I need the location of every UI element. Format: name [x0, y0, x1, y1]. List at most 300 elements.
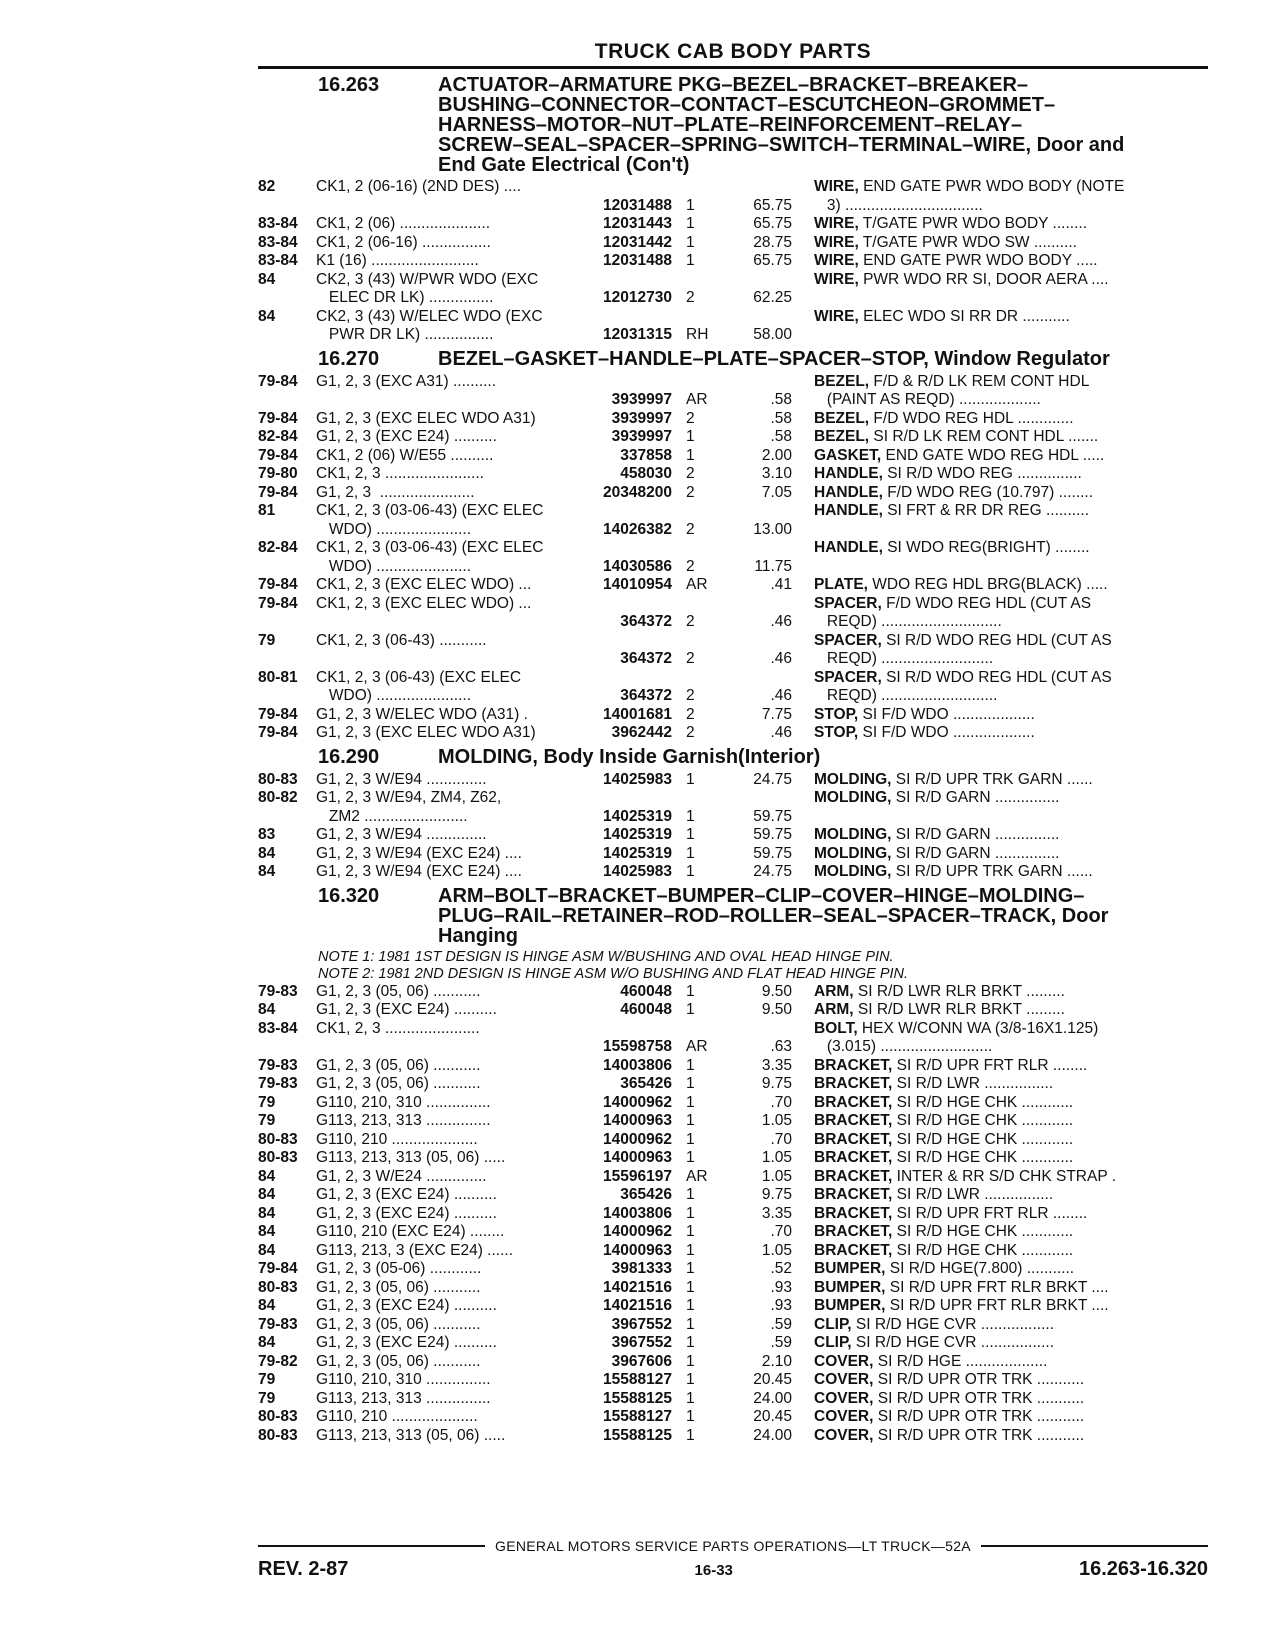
price: .93	[770, 1297, 792, 1314]
model-years: 79-84	[258, 446, 298, 464]
part-number: 14025983	[603, 770, 672, 788]
item-detail: SI F/D WDO ...................	[858, 724, 1035, 741]
parts-row	[258, 465, 1208, 484]
application: G1, 2, 3 W/ELEC WDO (A31) .	[316, 705, 528, 723]
description	[792, 428, 1174, 447]
application: G110, 210, 310 ...............	[316, 1371, 491, 1388]
price: 24.00	[753, 1389, 792, 1407]
quantity: 2	[686, 687, 695, 704]
parts-row	[258, 1001, 1208, 1020]
description	[792, 771, 1174, 790]
price: .93	[770, 1278, 792, 1296]
model-years: 84	[258, 1167, 276, 1185]
item-name: BRACKET,	[814, 1223, 893, 1240]
application: G1, 2, 3 W/E94 (EXC E24) ....	[316, 863, 522, 880]
application: ZM2 ........................	[316, 807, 468, 825]
application	[316, 1038, 574, 1057]
application: G113, 213, 313 (05, 06) .....	[316, 1149, 506, 1166]
quantity: 1	[686, 807, 695, 825]
section-number: 16.270	[318, 347, 380, 370]
parts-row	[258, 650, 1208, 669]
item-name: BEZEL,	[814, 409, 870, 427]
application: G113, 213, 313 ...............	[316, 1389, 491, 1407]
item-name: BOLT,	[814, 1019, 858, 1037]
item-detail: SI R/D WDO REG HDL (CUT AS	[881, 668, 1112, 686]
parts-row	[258, 234, 1208, 253]
description	[792, 1297, 1174, 1316]
quantity: 1	[686, 1297, 695, 1314]
item-name: BRACKET,	[814, 1093, 893, 1111]
price: 2.00	[761, 446, 792, 464]
model-years	[258, 1038, 316, 1057]
description	[792, 308, 1174, 327]
price: 3.35	[761, 1204, 792, 1222]
item-detail: SI R/D LWR RLR BRKT .........	[853, 1001, 1065, 1018]
section-title-line: BUSHING–CONNECTOR–CONTACT–ESCUTCHEON–GROMMET–	[438, 94, 1056, 116]
item-detail: SI R/D UPR TRK GARN ......	[891, 770, 1093, 788]
item-detail: SI R/D UPR OTR TRK ...........	[873, 1426, 1085, 1444]
parts-row	[258, 1186, 1208, 1205]
item-detail: SI R/D UPR TRK GARN ......	[891, 863, 1093, 880]
application: G1, 2, 3 (EXC E24) ..........	[316, 1186, 497, 1203]
price: 65.75	[753, 215, 792, 232]
part-number	[574, 502, 672, 521]
item-detail: SI R/D GARN ...............	[891, 844, 1060, 862]
part-number: 15588125	[603, 1426, 672, 1444]
part-number: 364372	[620, 613, 672, 630]
description	[792, 613, 1174, 632]
price	[720, 373, 792, 392]
parts-section	[258, 349, 1208, 743]
parts-row	[258, 558, 1208, 577]
page-footer	[258, 1538, 1208, 1581]
model-years	[258, 326, 316, 345]
model-years: 80-83	[258, 1408, 298, 1425]
item-name: BRACKET,	[814, 1167, 893, 1185]
item-detail: SI WDO REG(BRIGHT) ........	[882, 539, 1090, 556]
model-years: 80-82	[258, 789, 298, 806]
item-detail: SI FRT & RR DR REG ..........	[882, 502, 1090, 519]
application: G113, 213, 313 (05, 06) .....	[316, 1426, 506, 1444]
item-detail: SI R/D LWR ................	[892, 1186, 1054, 1203]
item-name: BRACKET,	[814, 1186, 893, 1203]
quantity: 1	[686, 844, 695, 862]
application: CK1, 2, 3 (06-43) ...........	[316, 631, 487, 649]
parts-row	[258, 1112, 1208, 1131]
model-years	[258, 289, 316, 308]
application: G1, 2, 3 (05, 06) ...........	[316, 1056, 481, 1074]
model-years: 80-83	[258, 1426, 298, 1444]
quantity: 1	[686, 1426, 695, 1444]
application: CK1, 2 (06-16) (2ND DES) ....	[316, 178, 522, 195]
application: G1, 2, 3 (05, 06) ...........	[316, 1278, 481, 1296]
section-header	[258, 75, 1208, 175]
application: CK1, 2, 3 .......................	[316, 465, 484, 482]
price	[720, 632, 792, 651]
application: G1, 2, 3 W/E94 ..............	[316, 826, 487, 843]
parts-row	[258, 706, 1208, 725]
section-title	[438, 349, 1208, 369]
application	[316, 613, 574, 632]
description	[792, 1057, 1174, 1076]
model-years: 83-84	[258, 233, 298, 251]
price: 59.75	[753, 844, 792, 862]
item-detail: SI R/D HGE CHK ............	[892, 1241, 1074, 1259]
parts-section	[258, 75, 1208, 345]
item-name: SPACER,	[814, 668, 882, 686]
item-name: COVER,	[814, 1426, 874, 1444]
quantity	[672, 539, 720, 558]
application: G1, 2, 3 (EXC A31) ..........	[316, 372, 497, 390]
price: 62.25	[753, 289, 792, 306]
application: G113, 213, 3 (EXC E24) ......	[316, 1241, 514, 1259]
description	[792, 1038, 1174, 1057]
price: 1.05	[761, 1167, 792, 1185]
parts-row	[258, 1038, 1208, 1057]
parts-row	[258, 1057, 1208, 1076]
parts-row	[258, 1205, 1208, 1224]
model-years: 79-83	[258, 1315, 298, 1333]
quantity: 1	[686, 1315, 695, 1333]
parts-row	[258, 502, 1208, 521]
part-number: 20348200	[603, 483, 672, 501]
application: WDO) ......................	[316, 520, 472, 538]
quantity: AR	[686, 1038, 708, 1055]
price: 24.00	[753, 1426, 792, 1444]
part-number: 365426	[620, 1186, 672, 1203]
model-years: 79-84	[258, 1260, 298, 1277]
item-name: BRACKET,	[814, 1149, 893, 1166]
price: 9.50	[761, 1001, 792, 1018]
parts-row	[258, 845, 1208, 864]
item-name: WIRE,	[814, 307, 859, 325]
quantity: 1	[686, 1223, 695, 1240]
parts-row	[258, 289, 1208, 308]
model-years: 80-83	[258, 1149, 298, 1166]
application: CK1, 2 (06) W/E55 ..........	[316, 446, 494, 464]
part-number: 365426	[620, 1075, 672, 1092]
quantity: 1	[686, 196, 695, 214]
application: CK1, 2, 3 ......................	[316, 1019, 480, 1037]
quantity: RH	[686, 326, 709, 343]
price: 2.10	[761, 1352, 792, 1370]
application: CK2, 3 (43) W/PWR WDO (EXC	[316, 270, 539, 288]
item-detail: SI R/D HGE CVR .................	[851, 1315, 1055, 1333]
application: CK1, 2 (06-16) ................	[316, 233, 491, 251]
quantity: AR	[686, 1167, 708, 1185]
description	[792, 1223, 1174, 1242]
price: .70	[770, 1130, 792, 1148]
item-name: STOP,	[814, 724, 859, 741]
price: 7.05	[761, 483, 792, 501]
parts-row	[258, 613, 1208, 632]
model-years: 84	[258, 1001, 276, 1018]
parts-row	[258, 669, 1208, 688]
item-name: COVER,	[814, 1371, 874, 1388]
application: CK2, 3 (43) W/ELEC WDO (EXC	[316, 307, 543, 325]
item-detail: 3) ................................	[814, 196, 983, 214]
item-name: HANDLE,	[814, 465, 883, 482]
description	[792, 1149, 1174, 1168]
quantity: 2	[686, 724, 695, 741]
section-header	[258, 747, 1208, 768]
model-years: 80-81	[258, 668, 298, 686]
part-number: 14000963	[603, 1112, 672, 1129]
item-name: BRACKET,	[814, 1204, 893, 1222]
part-number: 458030	[620, 465, 672, 482]
quantity	[672, 502, 720, 521]
model-years: 79	[258, 1112, 276, 1129]
quantity: AR	[686, 391, 708, 408]
model-years: 79	[258, 1371, 276, 1388]
description	[792, 410, 1174, 429]
application: G1, 2, 3 (EXC ELEC WDO A31)	[316, 409, 536, 427]
description	[792, 826, 1174, 845]
application: G1, 2, 3 (EXC E24) ..........	[316, 1001, 497, 1018]
model-years: 79-83	[258, 1075, 298, 1092]
part-number: 14025319	[603, 826, 672, 843]
part-number	[574, 271, 672, 290]
item-name: ARM,	[814, 982, 854, 1000]
part-number: 15588125	[603, 1389, 672, 1407]
application: G1, 2, 3 (05, 06) ...........	[316, 1352, 481, 1370]
part-number: 3939997	[611, 428, 672, 445]
model-years: 84	[258, 844, 276, 862]
part-number: 3939997	[611, 391, 672, 408]
quantity: 1	[686, 1408, 695, 1425]
item-name: WIRE,	[814, 178, 859, 195]
footer-rule-left	[258, 1545, 485, 1547]
price	[720, 308, 792, 327]
item-name: COVER,	[814, 1408, 874, 1425]
part-number	[574, 539, 672, 558]
part-number: 14000963	[603, 1241, 672, 1259]
item-name: BEZEL,	[814, 372, 870, 390]
parts-row	[258, 1020, 1208, 1039]
quantity: 1	[686, 446, 695, 464]
quantity: 1	[686, 1352, 695, 1370]
price: 9.75	[761, 1075, 792, 1092]
quantity: 2	[686, 557, 695, 575]
price	[720, 789, 792, 808]
section-title	[438, 75, 1208, 175]
application: K1 (16) .........................	[316, 252, 479, 269]
application: PWR DR LK) ................	[316, 326, 494, 343]
description	[792, 234, 1174, 253]
quantity: 1	[686, 1278, 695, 1296]
description	[792, 983, 1174, 1002]
description	[792, 576, 1174, 595]
description	[792, 1186, 1174, 1205]
price: 58.00	[753, 326, 792, 343]
quantity: 2	[686, 705, 695, 723]
application: G1, 2, 3 W/E94 (EXC E24) ....	[316, 844, 522, 862]
price: 24.75	[753, 863, 792, 880]
parts-row	[258, 178, 1208, 197]
model-years	[258, 391, 316, 410]
section-header	[258, 886, 1208, 946]
item-name: WIRE,	[814, 252, 859, 269]
quantity: 1	[686, 233, 695, 251]
page-number: 16-33	[694, 1562, 733, 1579]
price	[720, 1020, 792, 1039]
parts-row	[258, 1390, 1208, 1409]
application: G1, 2, 3 W/E24 ..............	[316, 1167, 487, 1185]
quantity: 1	[686, 982, 695, 1000]
application: G1, 2, 3 (EXC E24) ..........	[316, 1204, 497, 1222]
parts-section	[258, 886, 1208, 1446]
parts-row	[258, 521, 1208, 540]
part-number: 14003806	[603, 1204, 672, 1222]
model-years: 84	[258, 1334, 276, 1351]
application: CK1, 2, 3 (EXC ELEC WDO) ...	[316, 594, 532, 612]
description	[792, 1242, 1174, 1261]
price: .58	[770, 428, 792, 445]
item-name: WIRE,	[814, 270, 859, 288]
application	[316, 391, 574, 410]
section-range: 16.263-16.320	[1078, 1558, 1208, 1580]
price	[720, 669, 792, 688]
quantity: 2	[686, 465, 695, 482]
description	[792, 789, 1174, 808]
price: 9.75	[761, 1186, 792, 1203]
section-note: NOTE 2: 1981 2ND DESIGN IS HINGE ASM W/O BUSHING AND FLAT HEAD HINGE PIN.	[318, 965, 909, 982]
application: G110, 210, 310 ...............	[316, 1093, 491, 1111]
quantity: 2	[686, 650, 695, 667]
part-number: 3962442	[611, 724, 672, 741]
description	[792, 863, 1174, 882]
section-title-line: SCREW–SEAL–SPACER–SPRING–SWITCH–TERMINAL–WIRE, Door and	[438, 134, 1125, 156]
model-years: 79-84	[258, 576, 298, 593]
description	[792, 465, 1174, 484]
quantity: AR	[686, 576, 708, 593]
quantity: 1	[686, 770, 695, 788]
application: CK1, 2, 3 (EXC ELEC WDO) ...	[316, 576, 532, 593]
item-detail: SI R/D UPR FRT RLR ........	[892, 1204, 1088, 1222]
parts-row	[258, 1371, 1208, 1390]
item-detail: SI R/D GARN ...............	[891, 826, 1060, 843]
quantity	[672, 595, 720, 614]
price	[720, 539, 792, 558]
description	[792, 669, 1174, 688]
quantity: 1	[686, 1075, 695, 1092]
item-name: HANDLE,	[814, 502, 883, 519]
item-name: BUMPER,	[814, 1260, 886, 1277]
price: 20.45	[753, 1408, 792, 1425]
description	[792, 1279, 1174, 1298]
item-detail: SI R/D HGE ...................	[873, 1352, 1048, 1370]
quantity: 1	[686, 1130, 695, 1148]
item-detail: REQD) ............................	[814, 613, 1002, 630]
description	[792, 271, 1174, 290]
parts-row	[258, 1149, 1208, 1168]
part-number: 15588127	[603, 1371, 672, 1388]
parts-row	[258, 1131, 1208, 1150]
item-name: BRACKET,	[814, 1056, 893, 1074]
parts-row	[258, 1075, 1208, 1094]
application: G113, 213, 313 ...............	[316, 1112, 491, 1129]
description	[792, 502, 1174, 521]
description	[792, 1112, 1174, 1131]
part-number: 12031443	[603, 215, 672, 232]
section-title-line: Hanging	[438, 924, 518, 947]
price: 59.75	[753, 807, 792, 825]
quantity: 1	[686, 1371, 695, 1388]
model-years: 84	[258, 1186, 276, 1203]
description	[792, 326, 1174, 345]
quantity	[672, 373, 720, 392]
item-detail: SI R/D LK REM CONT HDL .......	[869, 428, 1099, 445]
parts-section	[258, 747, 1208, 882]
item-detail: SI F/D WDO ...................	[858, 705, 1035, 723]
quantity: 1	[686, 1001, 695, 1018]
description	[792, 1408, 1174, 1427]
item-name: HANDLE,	[814, 539, 883, 556]
section-title-line: HARNESS–MOTOR–NUT–PLATE–REINFORCEMENT–RELAY–	[438, 114, 1023, 136]
quantity	[672, 789, 720, 808]
parts-row	[258, 1260, 1208, 1279]
application: G1, 2, 3 (05, 06) ...........	[316, 982, 481, 1000]
parts-row	[258, 771, 1208, 790]
model-years	[258, 808, 316, 827]
description	[792, 1001, 1174, 1020]
application	[316, 650, 574, 669]
price	[720, 178, 792, 197]
section-number: 16.290	[318, 745, 380, 768]
parts-row	[258, 484, 1208, 503]
quantity: 2	[686, 520, 695, 538]
price: .70	[770, 1093, 792, 1111]
application: CK1, 2, 3 (03-06-43) (EXC ELEC	[316, 502, 544, 519]
price: .58	[770, 391, 792, 408]
part-number: 3981333	[611, 1260, 672, 1277]
revision-label: REV. 2-87	[258, 1558, 349, 1580]
model-years: 79-84	[258, 372, 298, 390]
part-number: 14021516	[603, 1297, 672, 1314]
parts-row	[258, 1297, 1208, 1316]
model-years: 79-84	[258, 594, 298, 612]
parts-row	[258, 826, 1208, 845]
part-number: 15598758	[603, 1038, 672, 1055]
model-years: 80-83	[258, 770, 298, 788]
item-name: MOLDING,	[814, 770, 892, 788]
item-detail: F/D WDO REG (10.797) ........	[882, 483, 1094, 501]
parts-row	[258, 863, 1208, 882]
description	[792, 1427, 1174, 1446]
model-years	[258, 613, 316, 632]
model-years: 84	[258, 863, 276, 880]
description	[792, 808, 1174, 827]
application: G1, 2, 3 (EXC E24) ..........	[316, 1334, 497, 1351]
price: .46	[770, 613, 792, 630]
part-number: 460048	[620, 1001, 672, 1018]
parts-row	[258, 789, 1208, 808]
application: CK1, 2 (06) .....................	[316, 215, 490, 232]
footer-line	[258, 1538, 1208, 1554]
quantity: 1	[686, 1334, 695, 1351]
quantity: 1	[686, 1241, 695, 1259]
part-number: 12031488	[603, 196, 672, 214]
description	[792, 1353, 1174, 1372]
price: 7.75	[761, 705, 792, 723]
description	[792, 289, 1174, 308]
application: G110, 210 ....................	[316, 1130, 478, 1148]
description	[792, 484, 1174, 503]
description	[792, 1334, 1174, 1353]
item-name: PLATE,	[814, 576, 868, 593]
application: G1, 2, 3 (05, 06) ...........	[316, 1315, 481, 1333]
footer-row	[258, 1558, 1208, 1581]
